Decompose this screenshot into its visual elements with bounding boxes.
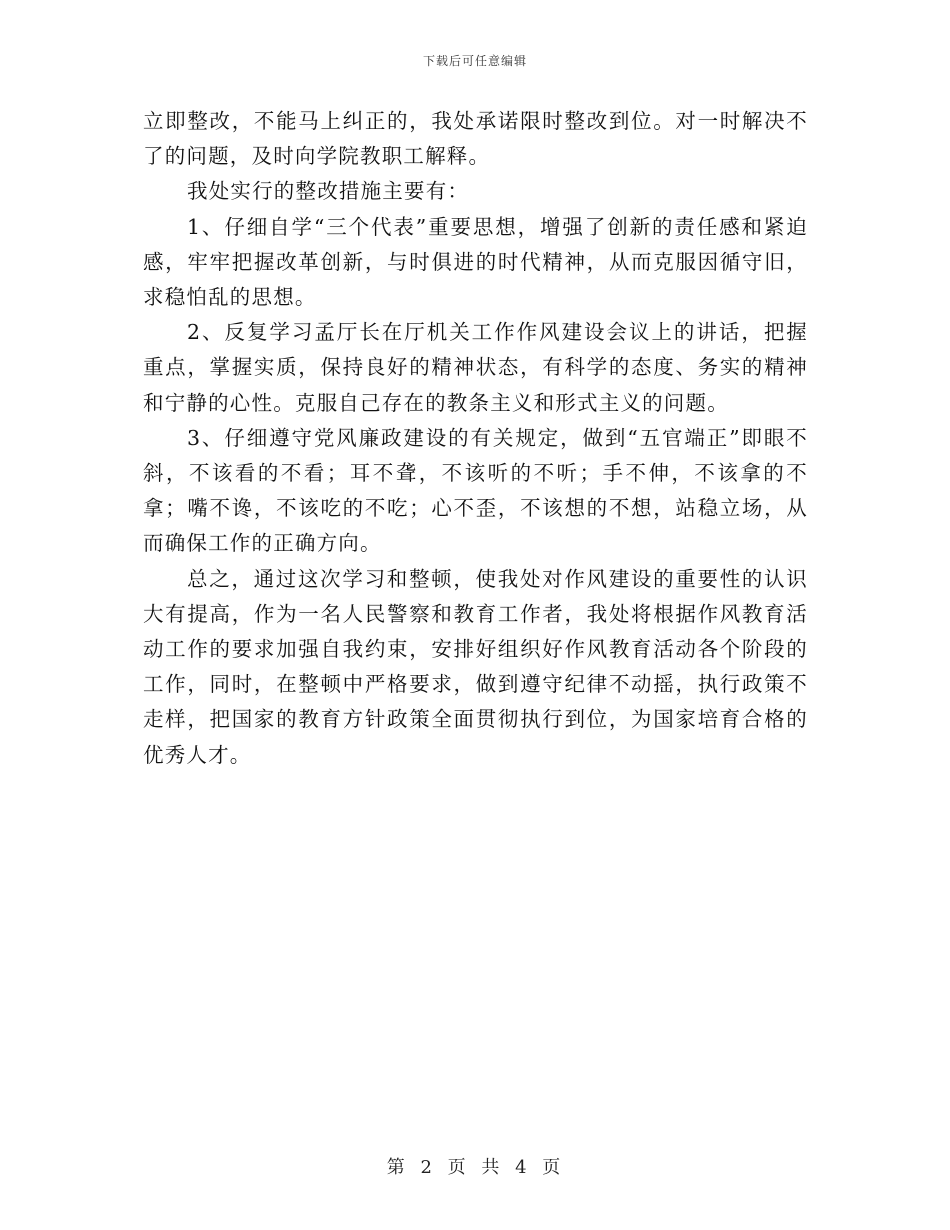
page-header-note: 下载后可任意编辑	[422, 54, 527, 68]
paragraph-measure-3: 3、仔细遵守党风廉政建设的有关规定，做到“五官端正”即眼不斜，不该看的不看；耳不聋，不该听的不听；手不伸，不该拿的不拿；嘴不谗，不该吃的不吃；心不歪，不该想的不想，站稳立场，从而确保工作的正确方向。	[143, 425, 808, 556]
paragraph-measure-2: 2、反复学习孟厅长在厅机关工作作风建设会议上的讲话，把握重点，掌握实质，保持良好的精神状态，有科学的态度、务实的精神和宁静的心性。克服自己存在的教条主义和形式主义的问题。	[143, 320, 808, 415]
page-number-footer: 第 2 页 共 4 页	[386, 1157, 564, 1178]
paragraph-conclusion: 总之，通过这次学习和整顿，使我处对作风建设的重要性的认识大有提高，作为一名人民警察和教育工作者，我处将根据作风教育活动工作的要求加强自我约束，安排好组织好作风教育活动各个阶段的工作，同时，在整顿中严格要求，做到遵守纪律不动摇，执行政策不走样，把国家的教育方针政策全面贯彻执行到位，为国家培育合格的优秀人才。	[143, 566, 808, 767]
paragraph-measure-1: 1、仔细自学“三个代表”重要思想，增强了创新的责任感和紧迫感，牢牢把握改革创新，与时俱进的时代精神，从而克服因循守旧，求稳怕乱的思想。	[143, 214, 808, 310]
paragraph-measures-intro: 我处实行的整改措施主要有：	[187, 179, 470, 204]
document-body	[143, 104, 808, 773]
paragraph-continuation: 立即整改，不能马上纠正的，我处承诺限时整改到位。对一时解决不了的问题，及时向学院教职工解释。	[143, 109, 808, 169]
